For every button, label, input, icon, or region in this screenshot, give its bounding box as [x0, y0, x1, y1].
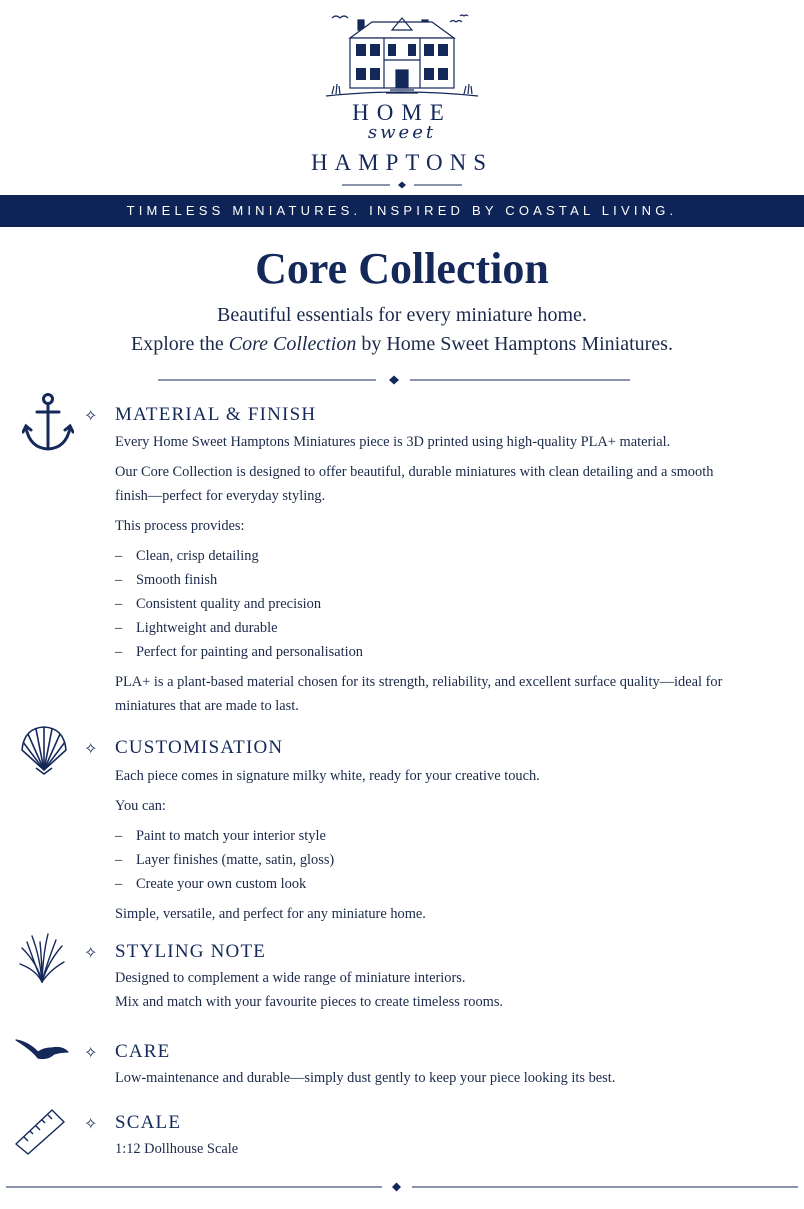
footer-divider: [6, 1181, 798, 1193]
paragraph: Every Home Sweet Hamptons Miniatures piece is 3D printed using high-quality PLA+ material.: [115, 434, 671, 450]
list-item: – Clean, crisp detailing: [115, 544, 735, 568]
logo-divider: [342, 180, 462, 190]
section-title: MATERIAL & FINISH: [115, 404, 317, 425]
paragraph: This process provides:: [115, 518, 245, 534]
shell-icon: [18, 724, 70, 776]
paragraph: Mix and match with your favourite pieces to create timeless rooms.: [115, 994, 504, 1010]
feature-list: [115, 544, 735, 664]
section-body: [115, 1066, 735, 1090]
section-body: [115, 430, 735, 724]
seagull-icon: [14, 1036, 70, 1064]
section-title: SCALE: [115, 1112, 182, 1133]
section-title: STYLING NOTE: [115, 941, 267, 962]
house-logo-icon: [322, 8, 482, 100]
list-item: – Smooth finish: [115, 568, 735, 592]
list-item: – Lightweight and durable: [115, 616, 735, 640]
list-item: – Consistent quality and precision: [115, 592, 735, 616]
star-bullet-icon: ✧: [84, 406, 98, 425]
subtitle-line-2-pre: Explore the: [131, 333, 229, 355]
paragraph: 1:12 Dollhouse Scale: [115, 1141, 239, 1157]
paragraph: Our Core Collection is designed to offer beautiful, durable miniatures with clean detailing and a smooth finish—perfect for everyday styling.: [115, 464, 714, 504]
brand-hamptons-text: HAMPTONS: [310, 150, 494, 175]
brand-logo: [0, 6, 804, 192]
paragraph: PLA+ is a plant-based material chosen for its strength, reliability, and excellent surface quality—ideal for miniatures that are made to last.: [115, 674, 723, 714]
list-item: – Paint to match your interior style: [115, 824, 735, 848]
subtitle-line-1: Beautiful essentials for every miniature home.: [217, 304, 587, 326]
section-body: [115, 1137, 735, 1161]
paragraph: Low-maintenance and durable—simply dust gently to keep your piece looking its best.: [115, 1070, 616, 1086]
list-item: – Create your own custom look: [115, 872, 735, 896]
tagline-banner: TIMELESS MINIATURES. INSPIRED BY COASTAL LIVING.: [0, 195, 804, 227]
grass-icon: [18, 932, 66, 984]
feature-list: [115, 824, 735, 896]
subtitle-line-2: [0, 333, 804, 356]
paragraph: You can:: [115, 798, 166, 814]
anchor-icon: [22, 392, 74, 454]
subtitle-line-2-post: by Home Sweet Hamptons Miniatures.: [356, 333, 673, 355]
paragraph: Designed to complement a wide range of miniature interiors.: [115, 970, 466, 986]
star-bullet-icon: ✧: [84, 943, 98, 962]
section-title: CUSTOMISATION: [115, 737, 284, 758]
star-bullet-icon: ✧: [84, 739, 98, 758]
brand-home-text: HOME: [352, 100, 452, 125]
ruler-icon: [14, 1108, 66, 1156]
star-bullet-icon: ✧: [84, 1043, 98, 1062]
section-title: CARE: [115, 1041, 171, 1062]
brand-sweet-text: sweet: [367, 122, 437, 143]
section-body: [115, 966, 735, 1014]
list-item: – Layer finishes (matte, satin, gloss): [115, 848, 735, 872]
subtitle-collection-name: Core Collection: [228, 333, 357, 355]
star-bullet-icon: ✧: [84, 1114, 98, 1133]
list-item: – Perfect for painting and personalisation: [115, 640, 735, 664]
page-title: Core Collection: [255, 244, 549, 293]
paragraph: Each piece comes in signature milky white, ready for your creative touch.: [115, 768, 540, 784]
section-body: [115, 764, 735, 932]
paragraph: Simple, versatile, and perfect for any miniature home.: [115, 906, 426, 922]
title-divider: [158, 374, 630, 386]
